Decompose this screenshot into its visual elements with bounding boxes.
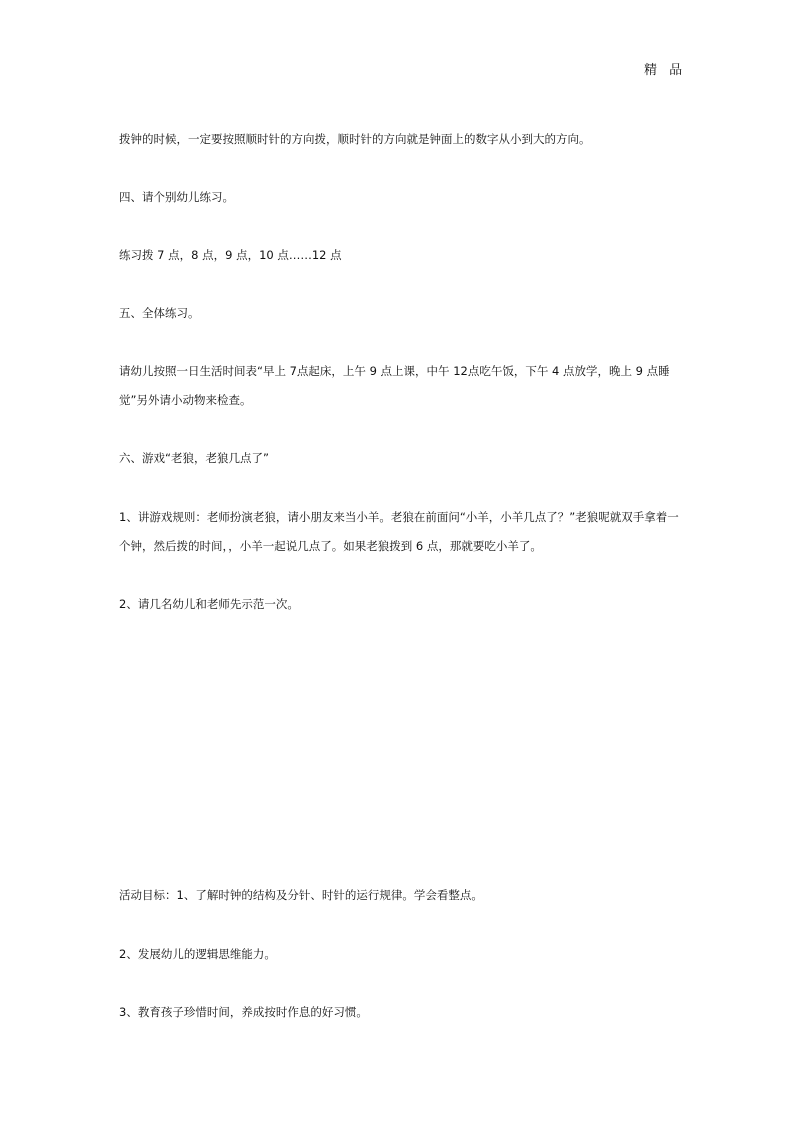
section-four-heading: 四、请个别幼儿练习。 [119,190,234,204]
paragraph-game-rules: 1、讲游戏规则：老师扮演老狼，请小朋友来当小羊。老狼在前面问“小羊，小羊几点了？”老狼呢就双手拿着一个钟，然后拨的时间，，小羊一起说几点了。如果老狼拨到 6 点，那就要吃小羊了。 [119,510,679,553]
paragraph-practice-hours: 练习拨 7 点，8 点，9 点，10 点……12 点 [119,248,342,262]
paragraph-activity-goal-three: 3、教育孩子珍惜时间，养成按时作息的好习惯。 [119,1005,368,1019]
paragraph-activity-goal-one: 活动目标：1、了解时钟的结构及分针、时针的运行规律。学会看整点。 [119,888,483,902]
paragraph-activity-goal-two: 2、发展幼儿的逻辑思维能力。 [119,947,276,961]
paragraph-demonstration: 2、请几名幼儿和老师先示范一次。 [119,597,299,611]
section-five-heading: 五、全体练习。 [119,306,200,320]
section-six-heading: 六、游戏“老狼，老狼几点了” [119,451,269,465]
paragraph-clock-direction: 拨钟的时候，一定要按照顺时针的方向拨，顺时针的方向就是钟面上的数字从小到大的方向。 [119,132,591,146]
paragraph-daily-schedule: 请幼儿按照一日生活时间表“早上 7点起床，上午 9 点上课，中午 12点吃午饭，下午 4 点放学，晚上 9 点睡觉”另外请小动物来检查。 [119,364,670,407]
page-header-mark: 精 品 [644,63,687,78]
